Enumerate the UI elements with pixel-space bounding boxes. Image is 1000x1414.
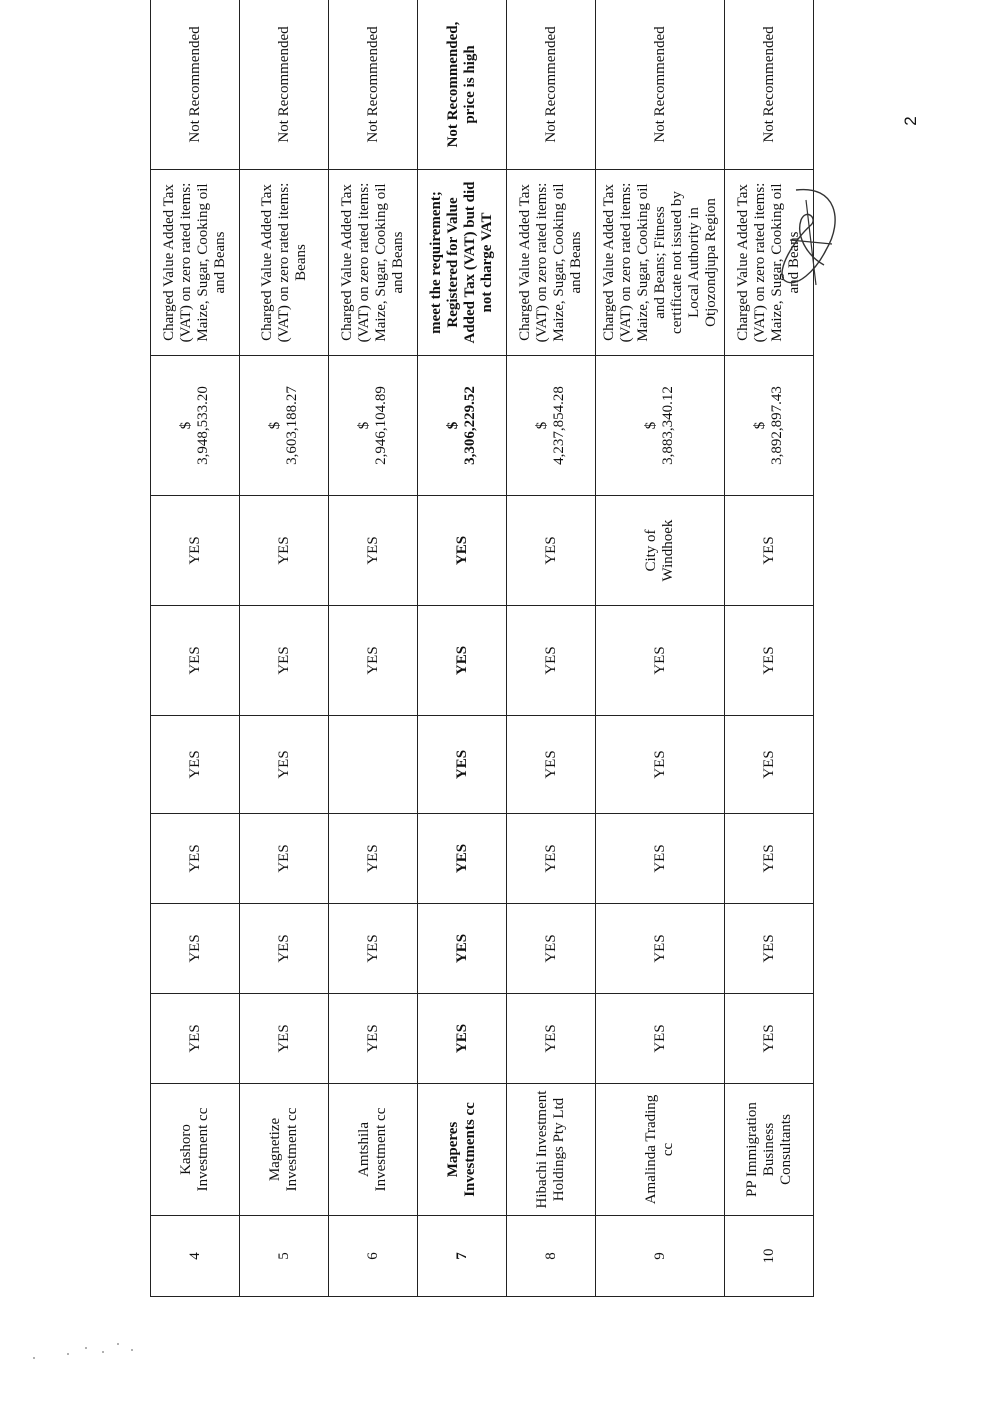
table-row <box>596 0 725 1297</box>
bidder-name-cell: PP Immigration Business Consultants <box>725 1084 814 1216</box>
criterion-c3-cell: YES <box>151 814 240 904</box>
table-body <box>151 0 814 1297</box>
criterion-c6-cell: YES <box>151 496 240 606</box>
recommendation-cell: Not Recommended <box>240 0 329 170</box>
criterion-c6-cell: YES <box>329 496 418 606</box>
table-row <box>418 0 507 1297</box>
criterion-c3-cell: YES <box>240 814 329 904</box>
remarks-cell: Charged Value Added Tax (VAT) on zero rated items: Beans <box>240 170 329 356</box>
table-row <box>507 0 596 1297</box>
remarks-cell: meet the requirement; Registered for Value Added Tax (VAT) but did not charge VAT <box>418 170 507 356</box>
bidder-name-cell: Magnetize Investment cc <box>240 1084 329 1216</box>
criterion-c4-cell: YES <box>596 716 725 814</box>
criterion-c1-cell: YES <box>596 994 725 1084</box>
recommendation-cell: Not Recommended <box>596 0 725 170</box>
criterion-c4-cell: YES <box>507 716 596 814</box>
currency-symbol: $ <box>643 421 659 430</box>
price-cell <box>240 356 329 496</box>
criterion-c3-cell: YES <box>725 814 814 904</box>
criterion-c2-cell: YES <box>507 904 596 994</box>
criterion-c6-cell: YES <box>240 496 329 606</box>
price-amount: 3,948,533.20 <box>195 386 211 465</box>
criterion-c5-cell: YES <box>418 606 507 716</box>
criterion-c6-cell: YES <box>725 496 814 606</box>
bidder-name-cell: Amalinda Trading cc <box>596 1084 725 1216</box>
criterion-c5-cell: YES <box>240 606 329 716</box>
criterion-c4-cell: YES <box>725 716 814 814</box>
currency-symbol: $ <box>534 421 550 430</box>
remarks-cell: Charged Value Added Tax (VAT) on zero rated items: Maize, Sugar, Cooking oil and Beans <box>151 170 240 356</box>
bidder-name-cell: Maperes Investments cc <box>418 1084 507 1216</box>
page-number: 2 <box>901 116 920 126</box>
recommendation-cell: Not Recommended <box>329 0 418 170</box>
price-amount: 3,892,897.43 <box>769 386 785 465</box>
criterion-c1-cell: YES <box>507 994 596 1084</box>
criterion-c5-cell: YES <box>329 606 418 716</box>
recommendation-cell: Not Recommended, price is high <box>418 0 507 170</box>
criterion-c5-cell: YES <box>151 606 240 716</box>
remarks-cell: Charged Value Added Tax (VAT) on zero rated items: Maize, Sugar, Cooking oil and Beans <box>507 170 596 356</box>
criterion-c3-cell: YES <box>596 814 725 904</box>
rotated-table-wrapper <box>150 21 802 1297</box>
scan-specks <box>28 1338 138 1368</box>
criterion-c2-cell: YES <box>151 904 240 994</box>
row-number-cell: 5 <box>240 1216 329 1297</box>
currency-symbol: $ <box>178 421 194 430</box>
price-amount: 2,946,104.89 <box>373 386 389 465</box>
price-cell <box>596 356 725 496</box>
table-row <box>151 0 240 1297</box>
recommendation-cell: Not Recommended <box>507 0 596 170</box>
bidder-name-cell: Hibachi Investment Holdings Pty Ltd <box>507 1084 596 1216</box>
recommendation-cell: Not Recommended <box>151 0 240 170</box>
criterion-c5-cell: YES <box>596 606 725 716</box>
criterion-c6-cell: YES <box>418 496 507 606</box>
remarks-cell: Charged Value Added Tax (VAT) on zero rated items: Maize, Sugar, Cooking oil and Beans <box>329 170 418 356</box>
price-amount: 4,237,854.28 <box>551 386 567 465</box>
criterion-c4-cell <box>329 716 418 814</box>
row-number-cell: 9 <box>596 1216 725 1297</box>
recommendation-cell: Not Recommended <box>725 0 814 170</box>
criterion-c4-cell: YES <box>151 716 240 814</box>
price-amount: 3,306,229.52 <box>462 386 478 465</box>
currency-symbol: $ <box>752 421 768 430</box>
criterion-c3-cell: YES <box>418 814 507 904</box>
row-number-cell: 8 <box>507 1216 596 1297</box>
criterion-c5-cell: YES <box>725 606 814 716</box>
criterion-c1-cell: YES <box>418 994 507 1084</box>
criterion-c2-cell: YES <box>418 904 507 994</box>
table-row <box>240 0 329 1297</box>
price-amount: 3,883,340.12 <box>660 386 676 465</box>
evaluation-table <box>150 0 814 1297</box>
row-number-cell: 7 <box>418 1216 507 1297</box>
criterion-c2-cell: YES <box>240 904 329 994</box>
table-row <box>329 0 418 1297</box>
bidder-name-cell: Kashoro Investment cc <box>151 1084 240 1216</box>
criterion-c6-cell: City of Windhoek <box>596 496 725 606</box>
remarks-cell: Charged Value Added Tax (VAT) on zero rated items: Maize, Sugar, Cooking oil and Beans; Fitness certificate not issued by Local Authority in Otjozondjupa Region <box>596 170 725 356</box>
price-cell <box>507 356 596 496</box>
currency-symbol: $ <box>267 421 283 430</box>
criterion-c1-cell: YES <box>329 994 418 1084</box>
price-cell <box>151 356 240 496</box>
price-cell <box>725 356 814 496</box>
criterion-c5-cell: YES <box>507 606 596 716</box>
currency-symbol: $ <box>356 421 372 430</box>
criterion-c2-cell: YES <box>725 904 814 994</box>
bidder-name-cell: Amtshila Investment cc <box>329 1084 418 1216</box>
remarks-cell: Charged Value Added Tax (VAT) on zero rated items: Maize, Sugar, Cooking oil and Beans <box>725 170 814 356</box>
criterion-c1-cell: YES <box>151 994 240 1084</box>
criterion-c1-cell: YES <box>240 994 329 1084</box>
criterion-c3-cell: YES <box>507 814 596 904</box>
row-number-cell: 6 <box>329 1216 418 1297</box>
criterion-c6-cell: YES <box>507 496 596 606</box>
signature <box>776 180 846 300</box>
criterion-c3-cell: YES <box>329 814 418 904</box>
price-cell <box>329 356 418 496</box>
price-amount: 3,603,188.27 <box>284 386 300 465</box>
criterion-c2-cell: YES <box>329 904 418 994</box>
row-number-cell: 4 <box>151 1216 240 1297</box>
criterion-c4-cell: YES <box>418 716 507 814</box>
currency-symbol: $ <box>445 421 461 430</box>
criterion-c2-cell: YES <box>596 904 725 994</box>
row-number-cell: 10 <box>725 1216 814 1297</box>
price-cell <box>418 356 507 496</box>
criterion-c1-cell: YES <box>725 994 814 1084</box>
criterion-c4-cell: YES <box>240 716 329 814</box>
